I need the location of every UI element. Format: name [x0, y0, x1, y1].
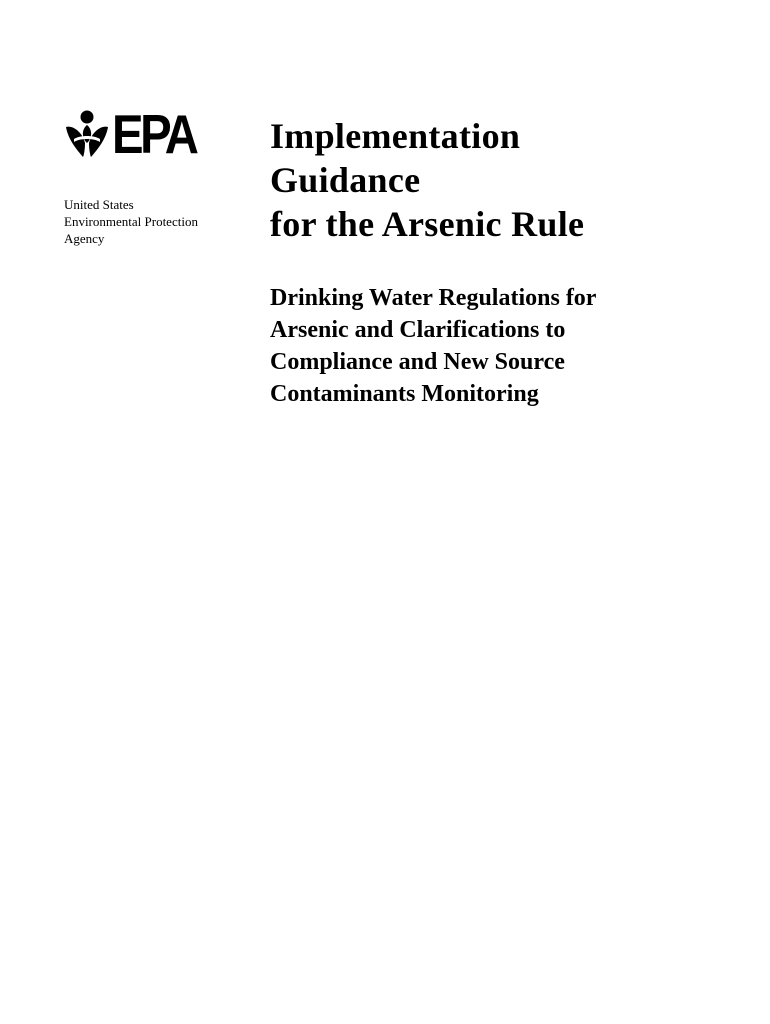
title-block: [270, 114, 750, 410]
subtitle-line: Drinking Water Regulations for: [270, 285, 597, 311]
title-line: Implementation: [270, 116, 521, 156]
document-title: [270, 114, 750, 246]
agency-block: [64, 103, 254, 247]
agency-name: [64, 196, 254, 247]
subtitle-line: Contaminants Monitoring: [270, 381, 539, 407]
document-subtitle: [270, 282, 750, 410]
agency-line: Agency: [64, 231, 105, 246]
agency-line: United States: [64, 197, 134, 212]
title-line: Guidance: [270, 160, 421, 200]
epa-logo: [64, 103, 254, 165]
subtitle-line: Arsenic and Clarifications to: [270, 317, 566, 343]
title-line: for the Arsenic Rule: [270, 204, 585, 244]
agency-line: Environmental Protection: [64, 214, 198, 229]
epa-flower-icon: [64, 109, 110, 159]
subtitle-line: Compliance and New Source: [270, 349, 565, 375]
logo-wordmark: EPA: [112, 103, 196, 165]
